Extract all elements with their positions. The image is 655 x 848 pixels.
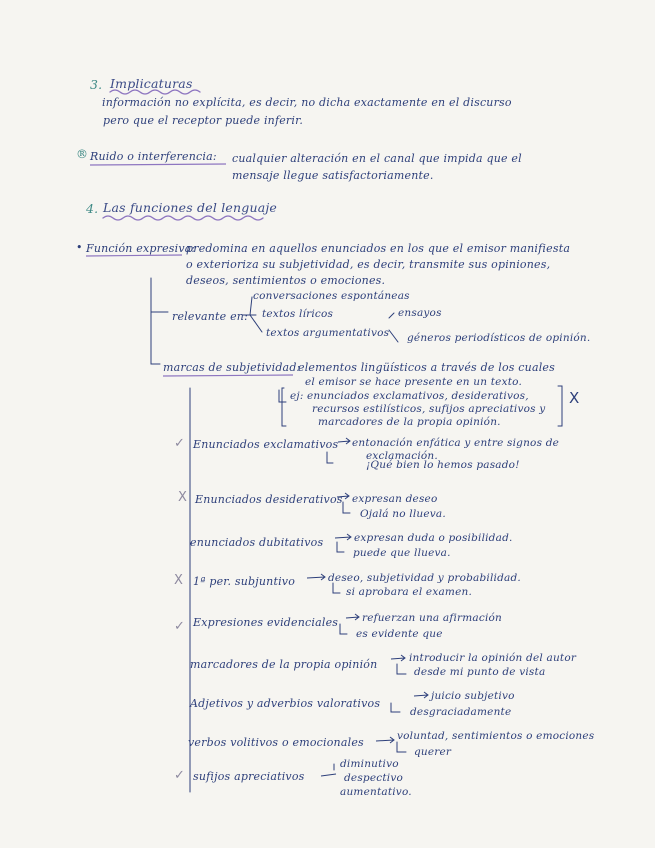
item6-label: marcadores de la propia opinión [190,658,378,671]
item4-x-mark: X [174,573,183,588]
relevante-liricos: textos líricos [262,308,334,320]
item8-example: querer [414,746,452,758]
item2-desc: expresan deseo [352,493,438,505]
item9-label: sufijos apreciativos [193,770,305,783]
item1-label: Enunciados exclamativos [193,438,339,451]
ruido-bullet: ® [76,147,89,161]
item6-example: desde mi punto de vista [414,666,546,678]
section-4-title: Las funciones del lenguaje [103,200,278,215]
marcas-line2: el emisor se hace presente en un texto. [305,376,523,388]
expresiva-line1: predomina en aquellos enunciados en los que el emisor manifiesta [186,242,571,255]
section-3-line2: pero que el receptor puede inferir. [103,114,304,127]
ej-line1: enunciados exclamativos, desiderativos, [307,390,529,402]
ruido-line2: mensaje llegue satisfactoriamente. [232,169,434,182]
item9-desc3: aumentativo. [340,786,412,798]
item1-example: ¡Qué bien lo hemos pasado! [366,459,520,471]
item5-label: Expresiones evidenciales [193,616,339,629]
item7-desc: juicio subjetivo [431,690,515,702]
ej-line3: marcadores de la propia opinión. [318,416,501,428]
item4-label: 1ª per. subjuntivo [193,575,296,588]
ruido-label: Ruido o interferencia: [90,150,217,163]
arrows [307,438,428,776]
item7-label: Adjetivos y adverbios valorativos [190,697,381,710]
section-4-number: 4. [86,201,99,216]
item5-example: es evidente que [356,628,443,640]
item9-desc: diminutivo [340,758,399,770]
item5-desc: refuerzan una afirmación [362,612,502,624]
item1-desc: entonación enfática y entre signos de [352,437,560,449]
relevante-argum: textos argumentativos [266,327,390,339]
expresiva-label: Función expresiva: [86,242,196,255]
relevante-generos: géneros periodísticos de opinión. [407,332,591,344]
item9-desc2: despectivo [344,772,403,784]
item3-label: enunciados dubitativos [190,536,324,549]
expresiva-bullet: • [76,241,83,254]
relevante-label: relevante en: [172,310,248,323]
item6-desc: introducir la opinión del autor [409,652,577,664]
expresiva-line3: deseos, sentimientos o emociones. [186,274,386,287]
section-3-number: 3. [90,77,103,92]
item1-check: ✓ [174,436,185,451]
item4-desc: deseo, subjetividad y probabilidad. [328,572,521,584]
ej-x-mark: X [569,389,580,407]
item5-check: ✓ [174,619,185,634]
item8-desc: voluntad, sentimientos o emociones [397,730,595,742]
relevante-ensayos: ensayos [398,307,442,319]
ej-label: ej: [290,390,304,402]
item7-example: desgraciadamente [410,706,512,718]
item3-desc: expresan duda o posibilidad. [354,532,513,544]
item2-label: Enunciados desiderativos [195,493,343,506]
marcas-label: marcas de subjetividad: [163,361,301,374]
item2-example: Ojalá no llueva. [360,508,446,520]
item4-example: si aprobara el examen. [346,586,472,598]
section-3-line1: información no explícita, es decir, no dicha exactamente en el discurso [102,96,512,109]
marcas-line1: elementos lingüísticos a través de los cuales [298,361,555,374]
item2-x-mark: X [178,490,187,505]
ruido-line1: cualquier alteración en el canal que impida que el [232,152,522,165]
section-3-title: Implicaturas [110,76,193,91]
item8-label: verbos volitivos o emocionales [188,736,364,749]
ej-line2: recursos estilísticos, sufijos apreciativos y [312,403,546,415]
item1-desc2: exclamación. [366,450,438,462]
expresiva-line2: o exterioriza su subjetividad, es decir, transmite sus opiniones, [186,258,551,271]
item3-example: puede que llueva. [353,547,451,559]
relevante-conv: conversaciones espontáneas [253,290,410,302]
item9-check: ✓ [174,768,185,783]
